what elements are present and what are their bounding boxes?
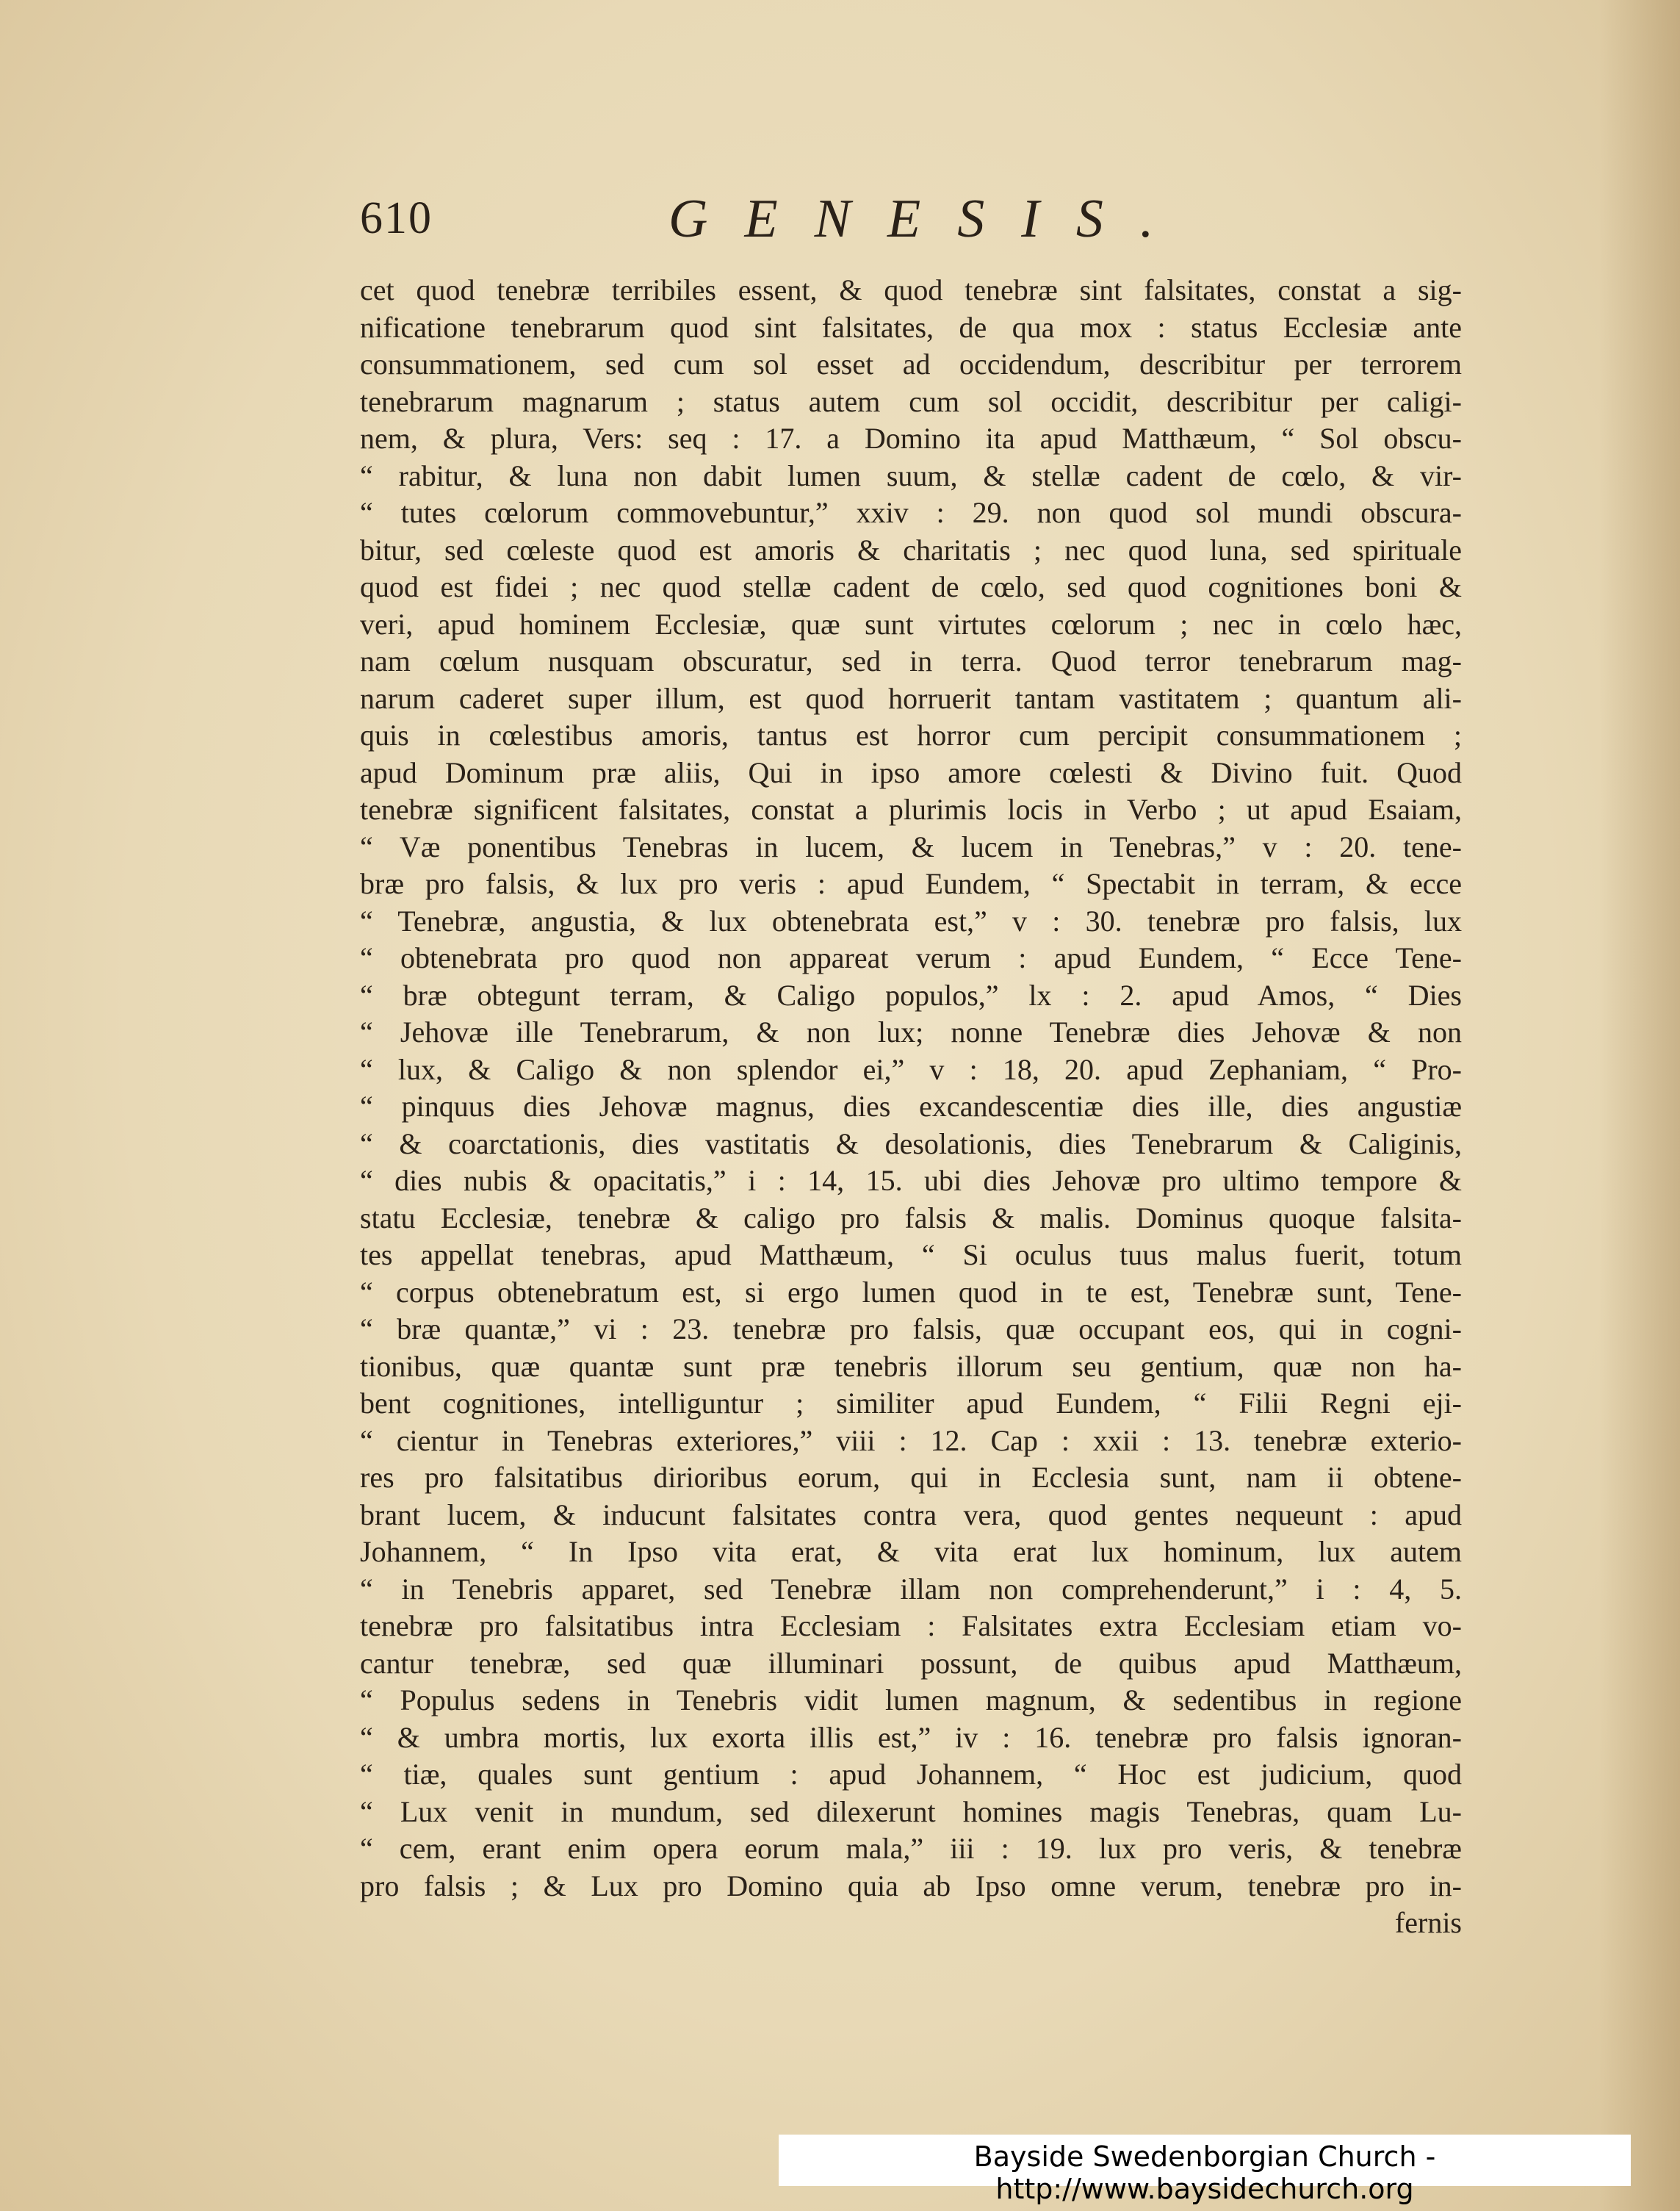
text-line: “ Lux venit in mundum, sed dilexerunt homines magis Tenebras, quam Lu- (360, 1794, 1462, 1828)
text-line: nificatione tenebrarum quod sint falsitates, de qua mox : status Ecclesiæ ante (360, 310, 1462, 344)
text-line: “ bræ obtegunt terram, & Caligo populos,” lx : 2. apud Amos, “ Dies (360, 978, 1462, 1012)
body-text (360, 272, 1462, 1942)
text-line: “ corpus obtenebratum est, si ergo lumen quod in te est, Tenebræ sunt, Tene- (360, 1275, 1462, 1309)
text-line: “ rabitur, & luna non dabit lumen suum, & stellæ cadent de cœlo, & vir- (360, 459, 1462, 492)
text-line: quis in cœlestibus amoris, tantus est horror cum percipit consummationem ; (360, 719, 1462, 752)
text-line: Johannem, “ In Ipso vita erat, & vita erat lux hominum, lux autem (360, 1535, 1462, 1568)
text-line: bitur, sed cœleste quod est amoris & charitatis ; nec quod luna, sed spirituale (360, 533, 1462, 567)
text-line: tes appellat tenebras, apud Matthæum, “ Si oculus tuus malus fuerit, totum (360, 1238, 1462, 1271)
text-line: pro falsis ; & Lux pro Domino quia ab Ipso omne verum, tenebræ pro in- (360, 1869, 1462, 1902)
text-line: “ lux, & Caligo & non splendor ei,” v : 18, 20. apud Zephaniam, “ Pro- (360, 1052, 1462, 1086)
text-line: tionibus, quæ quantæ sunt præ tenebris illorum seu gentium, quæ non ha- (360, 1349, 1462, 1383)
text-line: “ Jehovæ ille Tenebrarum, & non lux; nonne Tenebræ dies Jehovæ & non (360, 1015, 1462, 1049)
text-line: “ bræ quantæ,” vi : 23. tenebræ pro falsis, quæ occupant eos, qui in cogni- (360, 1312, 1462, 1345)
text-line: veri, apud hominem Ecclesiæ, quæ sunt virtutes cœlorum ; nec in cœlo hæc, (360, 607, 1462, 641)
running-title: GENESIS. (668, 189, 1191, 249)
text-line: “ tiæ, quales sunt gentium : apud Johannem, “ Hoc est judicium, quod (360, 1758, 1462, 1791)
text-line: “ cem, erant enim opera eorum mala,” iii : 19. lux pro veris, & tenebræ (360, 1832, 1462, 1865)
page-header (360, 189, 1462, 251)
text-line: “ Væ ponentibus Tenebras in lucem, & lucem in Tenebras,” v : 20. tene- (360, 830, 1462, 863)
text-line: tenebræ significent falsitates, constat a plurimis locis in Verbo ; ut apud Esaiam, (360, 793, 1462, 826)
text-line: “ pinquus dies Jehovæ magnus, dies excandescentiæ dies ille, dies angustiæ (360, 1090, 1462, 1123)
page-number: 610 (360, 193, 433, 243)
text-line: “ dies nubis & opacitatis,” i : 14, 15. ubi dies Jehovæ pro ultimo tempore & (360, 1164, 1462, 1197)
text-line: consummationem, sed cum sol esset ad occidendum, describitur per terrorem (360, 348, 1462, 381)
text-line: bræ pro falsis, & lux pro veris : apud Eundem, “ Spectabit in terram, & ecce (360, 867, 1462, 900)
text-line: cet quod tenebræ terribiles essent, & quod tenebræ sint falsitates, constat a sig- (360, 273, 1462, 306)
text-line: “ Tenebræ, angustia, & lux obtenebrata est,” v : 30. tenebræ pro falsis, lux (360, 904, 1462, 938)
text-line: “ & coarctationis, dies vastitatis & desolationis, dies Tenebrarum & Caliginis, (360, 1126, 1462, 1160)
text-line: cantur tenebræ, sed quæ illuminari possunt, de quibus apud Matthæum, (360, 1646, 1462, 1680)
text-line: brant lucem, & inducunt falsitates contra vera, quod gentes nequeunt : apud (360, 1498, 1462, 1531)
text-line: “ cientur in Tenebras exteriores,” viii : 12. Cap : xxii : 13. tenebræ exterio- (360, 1423, 1462, 1457)
page-edge-shadow (1599, 0, 1680, 2211)
text-line: res pro falsitatibus dirioribus eorum, qui in Ecclesia sunt, nam ii obtene- (360, 1461, 1462, 1494)
footer-watermark (779, 2135, 1631, 2205)
footer-watermark-text: Bayside Swedenborgian Church - http://www.baysidechurch.org (973, 2140, 1436, 2205)
text-line: tenebrarum magnarum ; status autem cum sol occidit, describitur per caligi- (360, 384, 1462, 418)
text-line: quod est fidei ; nec quod stellæ cadent de cœlo, sed quod cognitiones boni & (360, 570, 1462, 603)
text-line: nam cœlum nusquam obscuratur, sed in terra. Quod terror tenebrarum mag- (360, 644, 1462, 677)
text-line: statu Ecclesiæ, tenebræ & caligo pro falsis & malis. Dominus quoque falsita- (360, 1201, 1462, 1234)
text-line: apud Dominum præ aliis, Qui in ipso amore cœlesti & Divino fuit. Quod (360, 755, 1462, 789)
text-line: nem, & plura, Vers: seq : 17. a Domino ita apud Matthæum, “ Sol obscu- (360, 422, 1462, 455)
text-line: “ obtenebrata pro quod non appareat verum : apud Eundem, “ Ecce Tene- (360, 941, 1462, 974)
text-line: “ & umbra mortis, lux exorta illis est,” iv : 16. tenebræ pro falsis ignoran- (360, 1720, 1462, 1754)
text-line: “ tutes cœlorum commovebuntur,” xxiv : 29. non quod sol mundi obscura- (360, 496, 1462, 529)
text-line: bent cognitiones, intelliguntur ; similiter apud Eundem, “ Filii Regni eji- (360, 1387, 1462, 1420)
text-line: “ in Tenebris apparet, sed Tenebræ illam non comprehenderunt,” i : 4, 5. (360, 1572, 1462, 1606)
text-line: “ Populus sedens in Tenebris vidit lumen magnum, & sedentibus in regione (360, 1683, 1462, 1716)
text-line: fernis (1394, 1906, 1462, 1939)
text-line: tenebræ pro falsitatibus intra Ecclesiam : Falsitates extra Ecclesiam etiam vo- (360, 1609, 1462, 1642)
text-line: narum caderet super illum, est quod horruerit tantam vastitatem ; quantum ali- (360, 681, 1462, 715)
